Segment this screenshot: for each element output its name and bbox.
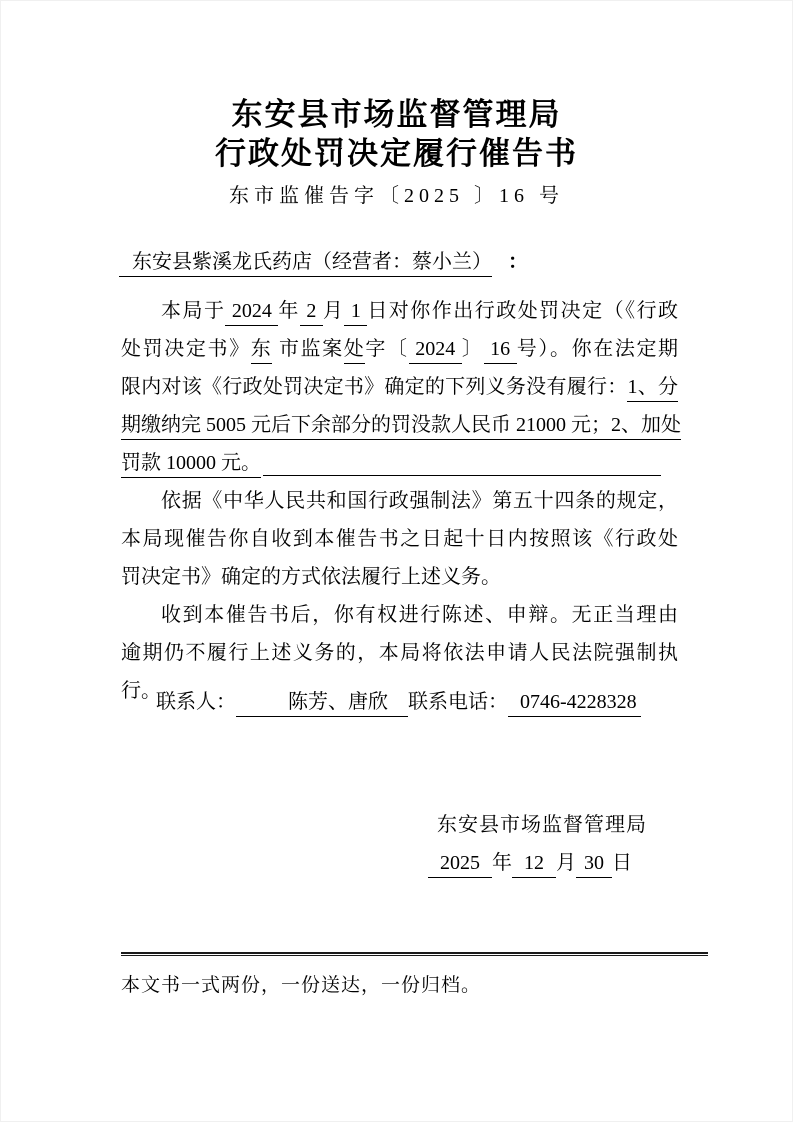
filled-in-text: 处	[344, 338, 366, 364]
body-line	[121, 596, 678, 634]
addressee-colon: ：	[508, 251, 528, 273]
template-text: 号）。你在法定期	[516, 338, 679, 360]
template-text: 月	[322, 300, 345, 322]
filled-in-text: 期缴纳完 5005 元后下余部分的罚没款人民币 21000 元；2、加处	[121, 414, 681, 440]
template-text: 收到本催告书后，你有权进行陈述、申辩。无正当理由	[161, 604, 678, 626]
template-text: 逾期仍不履行上述义务的，本局将依法申请人民法院强制执	[121, 642, 678, 664]
body-line	[121, 330, 678, 368]
issuing-org-title: 东安县市场监督管理局	[231, 97, 562, 132]
contact-phone-number: 0746-4228328	[508, 691, 641, 717]
signature-day-label: 日	[612, 852, 632, 874]
footer-divider-line	[121, 952, 708, 956]
filled-in-text: 2024	[409, 338, 462, 364]
template-text: 本局于	[161, 300, 226, 322]
document-number: 东市监催告字〔2025 〕16 号	[229, 185, 564, 207]
signature-date	[428, 848, 632, 878]
template-text: 处罚决定书》	[121, 338, 251, 360]
contact-person-label: 联系人：	[156, 691, 236, 713]
template-text: 〕	[461, 338, 484, 360]
body-line	[121, 482, 678, 520]
body-line	[121, 368, 678, 406]
body-line	[121, 444, 678, 482]
contact-person-names: 陈芳、唐欣	[236, 691, 408, 717]
template-text: 罚决定书》确定的方式依法履行上述义务。	[121, 566, 501, 588]
document-title: 行政处罚决定履行催告书	[215, 136, 578, 171]
contact-phone-label: 联系电话：	[408, 691, 508, 713]
signature-year: 2025	[428, 852, 492, 878]
template-text: 日对你作出行政处罚决定（《行政	[367, 300, 679, 322]
filled-in-text: 东	[251, 338, 273, 364]
filled-in-text: 1	[344, 300, 367, 326]
body-line	[121, 292, 678, 330]
template-text: 行。	[121, 680, 161, 702]
template-text: 限内对该《行政处罚决定书》确定的下列义务没有履行：	[121, 376, 628, 398]
filled-in-text: 罚款 10000 元。	[121, 452, 261, 478]
body-line	[121, 558, 678, 596]
template-text: 年	[278, 300, 300, 322]
signature-day: 30	[576, 852, 612, 878]
contact-line	[121, 683, 641, 721]
filled-in-text: 2	[300, 300, 323, 326]
filled-in-text: 1、分	[627, 376, 678, 402]
template-text: 依据《中华人民共和国行政强制法》第五十四条的规定，	[161, 490, 678, 512]
body-line	[121, 406, 681, 444]
signature-month-label: 月	[556, 852, 576, 874]
filled-in-text: 16	[484, 338, 517, 364]
signature-month: 12	[512, 852, 556, 878]
addressee-line	[119, 245, 528, 279]
blank-underline	[263, 474, 661, 476]
signature-year-label: 年	[492, 852, 512, 874]
body-line	[121, 634, 678, 672]
body-text	[121, 292, 681, 710]
addressee-name: 东安县紫溪龙氏药店（经营者：蔡小兰）	[119, 251, 492, 277]
template-text: 市监案	[272, 338, 344, 360]
signature-block	[428, 810, 647, 878]
template-text: 字〔	[365, 338, 409, 360]
filled-in-text: 2024	[225, 300, 278, 326]
template-text: 本局现催告你自收到本催告书之日起十日内按照该《行政处	[121, 528, 678, 550]
footer-note: 本文书一式两份，一份送达，一份归档。	[121, 975, 482, 996]
signature-org: 东安县市场监督管理局	[437, 814, 647, 836]
body-line	[121, 520, 678, 558]
